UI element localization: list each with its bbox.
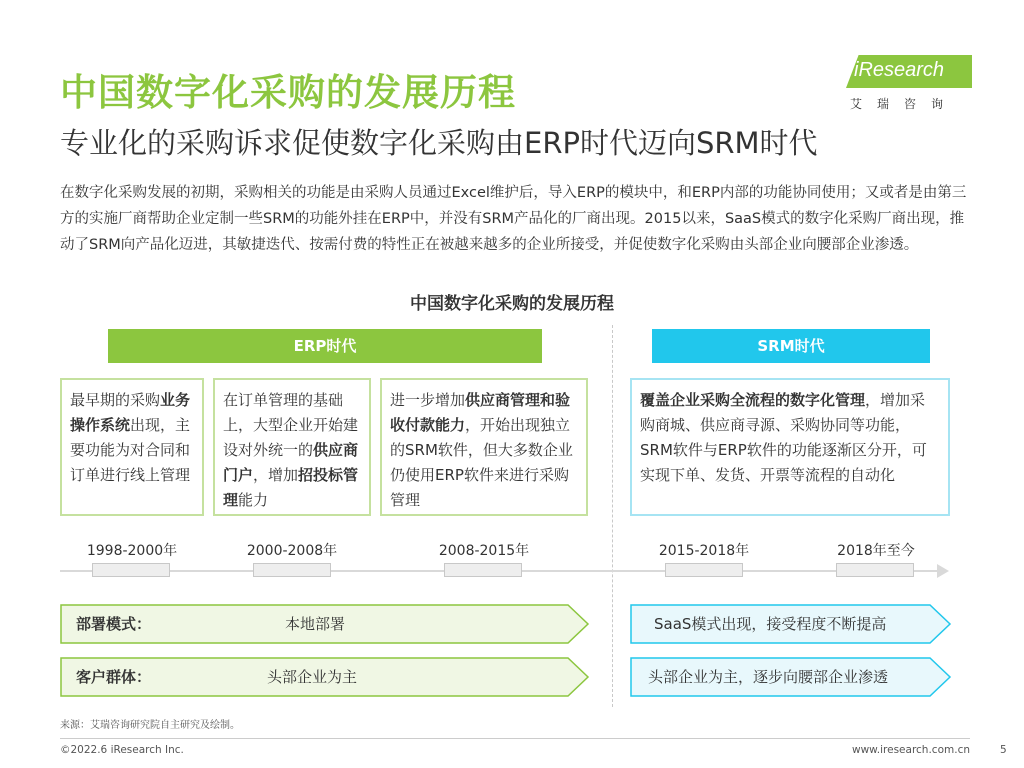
footer-divider [60, 738, 970, 739]
card-text: 在订单管理的基础上，大型企业开始建设对外统一的 [223, 391, 359, 459]
srm-era-banner: SRM时代 [652, 329, 930, 363]
deployment-label: 部署模式： [76, 615, 152, 633]
copyright: ©2022.6 iResearch Inc. [60, 744, 184, 756]
timeline-marker-3 [444, 563, 522, 577]
deployment-erp-arrow [60, 604, 590, 644]
deployment-erp-value: 本地部署 [285, 615, 346, 633]
customer-erp-value: 头部企业为主 [267, 668, 358, 686]
page-title: 中国数字化采购的发展历程 [60, 71, 516, 114]
card-text: 进一步增加 [390, 391, 466, 409]
card-text: ，增加 [253, 466, 299, 484]
customer-srm-arrow [630, 657, 952, 697]
source-note: 来源：艾瑞咨询研究院自主研究及绘制。 [60, 720, 240, 731]
timeline-year-3: 2008-2015年 [438, 543, 530, 559]
stage-card-4 [630, 378, 950, 516]
deployment-srm-arrow [630, 604, 952, 644]
erp-era-banner: ERP时代 [108, 329, 542, 363]
card-text: ，开始出现独立的SRM软件，但大多数企业仍使用ERP软件来进行采购管理 [390, 416, 573, 509]
timeline-year-4: 2015-2018年 [658, 543, 750, 559]
stage-card-2 [213, 378, 371, 516]
customer-erp-arrow [60, 657, 590, 697]
timeline-marker-4 [665, 563, 743, 577]
iresearch-logo [846, 55, 972, 115]
customer-label: 客户群体： [76, 668, 152, 686]
logo-text: iResearch [854, 59, 945, 81]
intro-paragraph: 在数字化采购发展的初期，采购相关的功能是由采购人员通过Excel维护后，导入ERP的模块中，和ERP内部的功能协同使用；又或者是由第三方的实施厂商帮助企业定制一些SRM的功能外挂在ERP中，并没有SRM产品化的厂商出现。2015以来，SaaS模式的数字化采购厂商出现，推动了SRM向产品化迈进，其敏捷迭代、按需付费的特性正在被越来越多的企业所接受，并促使数字化采购由头部企业向腰部企业渗透。 [60, 185, 967, 253]
card-highlight-text: 覆盖企业采购全流程的数字化管理 [640, 391, 866, 409]
card-text: ，增加采购商城、供应商寻源、采购协同等功能，SRM软件与ERP软件的功能逐渐区分开，可实现下单、发货、开票等流程的自动化 [640, 391, 927, 484]
card-highlight-text: 招投标管理 [223, 466, 359, 509]
timeline-year-2: 2000-2008年 [246, 543, 338, 559]
timeline-year-5: 2018年至今 [837, 543, 915, 559]
customer-srm-value: 头部企业为主，逐步向腰部企业渗透 [648, 668, 889, 686]
page-number: 5 [1000, 744, 1007, 756]
card-highlight-text: 业务操作系统 [70, 391, 191, 434]
stage-card-3 [380, 378, 588, 516]
timeline-marker-5 [836, 563, 914, 577]
card-text: 能力 [238, 491, 269, 509]
timeline-year-1: 1998-2000年 [86, 543, 178, 559]
deployment-srm-value: SaaS模式出现，接受程度不断提高 [654, 615, 887, 633]
diagram-title: 中国数字化采购的发展历程 [410, 294, 614, 314]
card-highlight-text: 供应商管理和验收付款能力 [390, 391, 571, 434]
card-highlight-text: 供应商门户 [223, 441, 359, 484]
timeline-arrowhead [937, 564, 949, 578]
card-text: 最早期的采购 [70, 391, 161, 409]
stage-card-1 [60, 378, 204, 516]
timeline-marker-2 [253, 563, 331, 577]
page-subtitle: 专业化的采购诉求促使数字化采购由ERP时代迈向SRM时代 [60, 126, 818, 160]
card-text: 出现，主要功能为对合同和订单进行线上管理 [70, 416, 191, 484]
logo-chinese-name: 艾瑞咨询 [850, 97, 959, 111]
era-divider [612, 325, 613, 707]
timeline-marker-1 [92, 563, 170, 577]
website-link[interactable]: www.iresearch.com.cn [851, 744, 970, 756]
